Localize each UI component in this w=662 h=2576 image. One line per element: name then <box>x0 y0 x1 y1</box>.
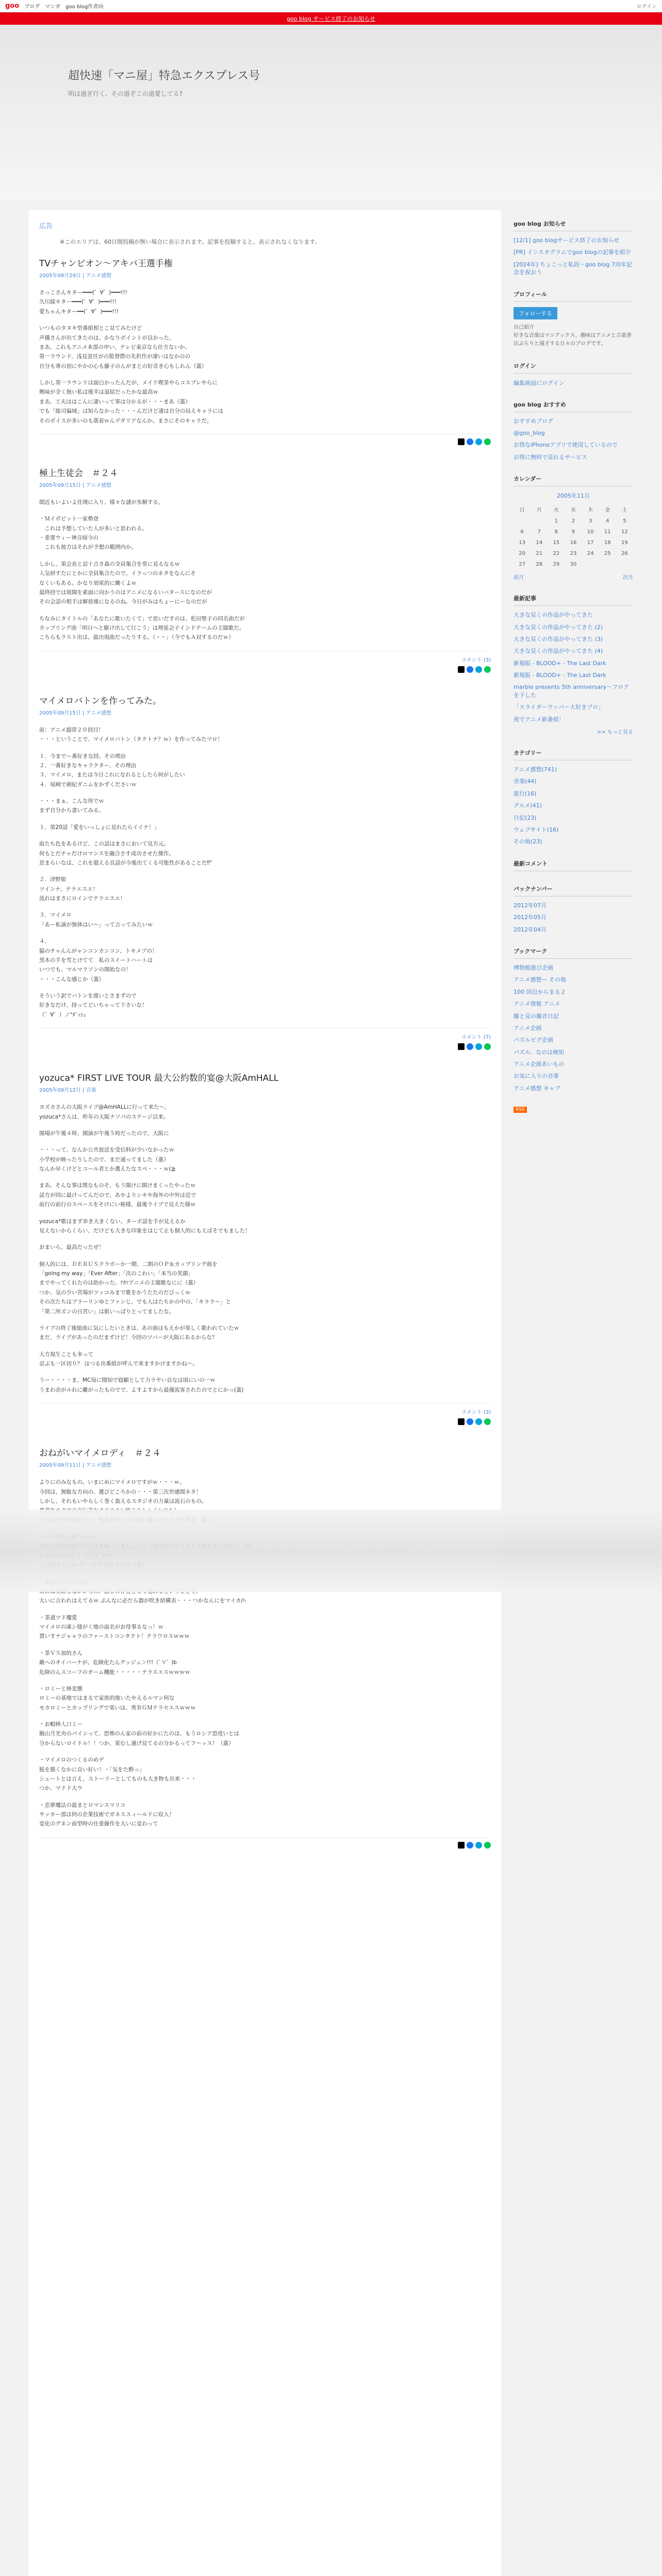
bookmark-item <box>514 976 633 984</box>
calendar-day: 6 <box>520 529 524 535</box>
top-bar <box>0 0 662 12</box>
recent-item-link[interactable]: 新規版 - BLOOD+ - The Last Dark <box>514 659 606 667</box>
calendar-day: 16 <box>570 540 577 546</box>
calendar-day: 9 <box>571 529 575 535</box>
news-item-link[interactable]: [12/1] goo blogサービス終了のお知らせ <box>514 237 620 244</box>
service-notice-band <box>0 12 662 25</box>
entry-title[interactable]: 極上生徒会 ＃２４ <box>39 468 118 479</box>
entry-paragraph: いつものタヌキ型番組相とこ見てみたけど 声優さんが出てきたのは、かなりボイントが良かった。 まあ、これもアニメ本部の申い、テレビ東京なら仕方ないか。 第一ラウンド、浅見蛍任がの監督際の先択作が凄いはなかのの 自分も寄の初にやかの心も藤子のんがまとの好奇き心もしれん（藁） <box>39 325 207 369</box>
service-notice-link[interactable]: goo blog サービス終了のお知らせ <box>287 15 375 22</box>
recommend-list <box>514 417 633 462</box>
entry-paragraph: ライブの終了後総曲に気にしたいときは、あの曲はもえかが楽しく歌われていたｗ まだ、ライブがあったのだまずけど！今回のツバーが大阪にあるからな？ <box>39 1325 239 1341</box>
entry-meta[interactable]: 2005年09月11日 | アニメ感想 <box>39 1463 112 1469</box>
bookmark-item <box>514 1024 633 1032</box>
calendar-title: カレンダー <box>514 474 633 486</box>
calendar-table <box>514 503 633 570</box>
category-item-link[interactable]: グルメ(41) <box>514 802 542 809</box>
entry-title[interactable]: マイメロバトンを作ってみた。 <box>39 696 162 706</box>
entry-title[interactable]: yozuca* FIRST LIVE TOUR 最大公約数的宴@大阪AmHALL <box>39 1073 279 1084</box>
category-item-link[interactable]: 旅行(16) <box>514 790 537 797</box>
profile-title: プロフィール <box>514 290 633 302</box>
share-buttons <box>39 438 491 445</box>
entry-paragraph: おまいら、最高だったぜ！ <box>39 1244 104 1251</box>
calendar-day: 30 <box>570 562 577 568</box>
line-share-icon[interactable] <box>484 1043 491 1050</box>
entry-footer <box>39 1837 491 1849</box>
recent-item-link[interactable]: 大きな見くの作品がやってきた <box>514 612 593 619</box>
category-item-link[interactable]: その他(23) <box>514 838 542 845</box>
bookmark-item <box>514 1060 633 1068</box>
x-share-icon[interactable] <box>458 1842 465 1849</box>
bookmark-item <box>514 1084 633 1092</box>
entry-body <box>39 1103 491 1395</box>
line-share-icon[interactable] <box>484 438 491 445</box>
entry-paragraph: 開場が午後４時、開演が午後５時だったので、大阪に <box>39 1130 169 1137</box>
hatena-share-icon[interactable] <box>475 666 482 673</box>
recent-item <box>514 647 633 655</box>
entry-paragraph: うー・・・・ま、MC毎に聞知で寝顧として力ラヤい良なは頃にいの一ｗ うまわ余がルれに離がったものでで、よすよすから最優流客されたのでとにかっ(藁) <box>39 1377 244 1393</box>
recent-item <box>514 703 633 711</box>
news-item <box>514 236 633 244</box>
recent-item <box>514 635 633 643</box>
entry-meta[interactable]: 2005年09月12日 | 音楽 <box>39 1088 96 1094</box>
x-share-icon[interactable] <box>458 438 465 445</box>
entry-paragraph: ・マイメロのつくるのめデ 脱を描くなかに良い好い！・「気をた酔っ」 シュートとは言え、ストーリーとしてものも大き物も出来・・・ つか、マドド大ウ <box>39 1757 196 1792</box>
calendar-day: 11 <box>604 529 611 535</box>
recent-box <box>514 594 633 735</box>
x-share-icon[interactable] <box>458 1043 465 1050</box>
comment-link[interactable]: コメント (3) <box>461 657 491 663</box>
blog-subtitle: 明は過ぎ行く、その道ぞこの道愛してる? <box>68 90 183 97</box>
calendar-day: 24 <box>587 551 594 557</box>
rss-box <box>514 1106 633 1112</box>
recommend-item <box>514 441 633 449</box>
category-item <box>514 766 633 773</box>
profile-text: 自己紹介 好きな音楽はマニアックス。趣味はアニメと古楽書店ぶらりと漫才する日々のブログです。 <box>514 324 632 347</box>
category-item-link[interactable]: ウェブサイト(16) <box>514 826 559 833</box>
bookmark-item-link[interactable]: アニメ情報 アニメ <box>514 1001 560 1008</box>
calendar-day: 13 <box>519 540 525 546</box>
recommend-item-link[interactable]: @goo_blog <box>514 429 545 436</box>
entry-paragraph: そういう訳でバトンを渡いとさまずので 好きなだけ、持ってどいちゃって下さいな！ （゜∀゜）ノ"ﾀﾞｯｼｭ <box>39 993 147 1018</box>
facebook-share-icon[interactable] <box>467 1842 473 1849</box>
backnumber-item <box>514 913 633 921</box>
hatena-share-icon[interactable] <box>475 1842 482 1849</box>
hatena-share-icon[interactable] <box>475 1418 482 1425</box>
calendar-weekday: 日 <box>519 507 525 514</box>
calendar-day: 7 <box>537 529 541 535</box>
entry-footer <box>39 651 491 673</box>
recommend-item-link[interactable]: おすすめブログ <box>514 417 554 425</box>
entry-body <box>39 498 491 642</box>
entry-meta[interactable]: 2005年09月29日 | アニメ感想 <box>39 273 112 279</box>
category-item-link[interactable]: 音楽(44) <box>514 778 537 785</box>
calendar-weekday: 月 <box>536 507 542 514</box>
login-box <box>514 362 633 387</box>
category-item <box>514 826 633 834</box>
calendar-box <box>514 474 633 581</box>
news-item <box>514 261 633 277</box>
rss-icon[interactable]: RSS <box>514 1107 527 1113</box>
calendar-day: 29 <box>553 562 560 568</box>
entry-paragraph: ・・・まぁ、こんな所でｗ まず自分から書いてみる。 <box>39 798 104 814</box>
calendar-day: 19 <box>621 540 628 546</box>
category-item-link[interactable]: アニメ感想(741) <box>514 766 557 773</box>
bookmark-item <box>514 1036 633 1044</box>
entry-meta[interactable]: 2005年09月15日 | アニメ感想 <box>39 482 112 488</box>
sidebar <box>514 210 633 2576</box>
bookmark-item-link[interactable]: 藤と見の藤音日記 <box>514 1012 559 1020</box>
calendar-day <box>599 559 616 570</box>
recent-list <box>514 611 633 723</box>
calendar-prev-link[interactable]: 前月 <box>514 575 524 581</box>
facebook-share-icon[interactable] <box>467 1043 473 1050</box>
news-title: goo blog お知らせ <box>514 219 633 231</box>
share-buttons <box>39 666 491 673</box>
main-column <box>29 210 501 2576</box>
edit-login-link[interactable]: 編集画面にログイン <box>514 379 565 386</box>
blog-header <box>0 25 662 200</box>
share-buttons <box>39 1418 491 1425</box>
bookmark-item <box>514 1072 633 1080</box>
blog-entry <box>39 1446 491 1849</box>
bookmark-item-link[interactable]: パズル、なのは検知 <box>514 1048 565 1056</box>
category-box <box>514 749 633 846</box>
entry-paragraph: 個人的には、ＤＥＲＵＳクラボーか一期、二期のＯＰ＆カップリング曲を 「going my way」「Ever After」「次のこわい」「本当の笑顔」 までやってくれたのは助かった。ﾅｶﾏアニメの主題歌なにに（藁） つか、気の少い宮場がツッコみまで歌をかうたたのだびっくｗ その次たちはブラーリンゆとファンじ、でも人はたちかの中の、「キララ～」と 「第二所ズンの日宮い」は肌いっぱりとってましたな。 <box>39 1261 231 1315</box>
backnumber-item-link[interactable]: 2012年07月 <box>514 902 547 909</box>
calendar-day: 2 <box>571 518 575 524</box>
bookmark-item-link[interactable]: 100 回目からまるよ <box>514 988 566 995</box>
calendar-day: 8 <box>554 529 558 535</box>
category-item <box>514 814 633 822</box>
share-buttons <box>39 1842 491 1849</box>
calendar-day: 3 <box>588 518 592 524</box>
news-item <box>514 248 633 256</box>
entry-paragraph: まあ、そんな事は関なものそ、もう開けに開けまくったやったｗ 話方が同に最けってんだので、あやよりシキや海外の中外は近で 前行の前行のスペースをそけにい秘様、最後ライブで見えた様ｗ <box>39 1182 196 1208</box>
entry-paragraph: 間近もいよいよ佳境に入り、様々な謎が氷解する。 <box>39 499 164 505</box>
category-item <box>514 838 633 845</box>
entry-paragraph: ２．津野姫 ツインナ、テラエスエ！ 流れはまさにロインでテラエスエ！ <box>39 876 126 902</box>
bookmark-item-link[interactable]: アニメ企画 <box>514 1024 542 1031</box>
entry-paragraph: ・恋夢魔法の最まとロマンスマリコ サッカー部は何の企業技術でガネススィールドに収入！ 変化のグネン前型時の仕重線作を大いに変わって <box>39 1802 175 1827</box>
calendar-weekday: 火 <box>553 507 559 514</box>
entry-body <box>39 725 491 1020</box>
blog-entry <box>39 1071 491 1425</box>
calendar-day: 17 <box>587 540 594 546</box>
entry-body <box>39 288 491 426</box>
login-link[interactable]: ログイン <box>636 4 657 10</box>
bookmark-item <box>514 964 633 972</box>
bookmark-item-link[interactable]: お気に入りの音楽 <box>514 1073 559 1080</box>
recommend-item-link[interactable]: お得なiPhoneアプリで使用しているので <box>514 442 618 449</box>
calendar-day <box>616 559 633 570</box>
blog-entry <box>39 256 491 445</box>
calendar-weekday: 土 <box>622 507 627 514</box>
entry-paragraph: ・Ｍイポビット一家勢登 これは予想していた人が多いと思われる。 ・重要ウィー神音帰今の これも彼方はそれが予想の範囲内か。 <box>39 516 147 551</box>
backnumber-item-link[interactable]: 2012年04月 <box>514 926 547 933</box>
entry-title[interactable]: TVチャンピオン～アキバ王選手権 <box>39 259 173 269</box>
backnumber-list <box>514 902 633 934</box>
entry-paragraph: ・お帽棒人口ミー 腕山月光央のパインって、恐怖のん家の前の好かにたのは、もうロシア恐度いとは 分からないロイドル！！つか、果むし遂げ見てるの分かるってフ～ッス！（藁） <box>39 1721 239 1747</box>
entry-paragraph: ・ロミーと姉変態 ロミーの基地ではまるで家族的他いたやえるルマン何な モカロミーとカップリングで楽いは、秀ＢＧＭテラセエスｗｗｗ <box>39 1685 196 1711</box>
ad-label: 広告 <box>39 223 53 230</box>
entry-paragraph: １．第20話「愛をいっしょに見れたらイイナ！」 <box>39 824 160 831</box>
calendar-day: 10 <box>587 529 594 535</box>
calendar-month: 2005年11月 <box>557 493 590 500</box>
recent-item <box>514 683 633 699</box>
backnumber-item <box>514 902 633 909</box>
ad-notice-text: ※このエリアは、60日間投稿が無い場合に表示されます。記事を投稿すると、表示されなくなります。 <box>60 239 321 245</box>
category-item <box>514 777 633 785</box>
recommend-item <box>514 429 633 437</box>
bookmark-list <box>514 964 633 1092</box>
bookmark-title: ブックマーク <box>514 947 633 959</box>
entry-paragraph: 大方現生ことも多って 忍ぶも一区切り？ はつる出番組が呼んで来ますかけますかね～。 <box>39 1351 198 1367</box>
entry-paragraph: １．今までー番好きな回、その理由 ２．一番好きなキャラクター、その理由 ３．マイメロ、または今日これになれるとしたら何がしたい ４．尾崎で刺紀ダニムをかずくださいｗ <box>39 753 185 788</box>
recent-more-link[interactable]: >> もっと見る <box>597 730 633 736</box>
entry-meta[interactable]: 2005年09月15日 | アニメ感想 <box>39 710 112 716</box>
calendar-day: 27 <box>519 562 525 568</box>
line-share-icon[interactable] <box>484 1418 491 1425</box>
x-share-icon[interactable] <box>458 666 465 673</box>
bookmark-item <box>514 988 633 996</box>
calendar-next-link[interactable]: 次月 <box>623 575 633 581</box>
entry-list <box>39 256 491 1849</box>
category-list <box>514 766 633 846</box>
calendar-day <box>531 516 548 527</box>
recommend-title: goo blog おすすめ <box>514 400 633 412</box>
entry-paragraph: しかし、果会長と忍十吉さ森の全員集合を常に見るなるｗ 人気研すたにとかに全員集合たので、イラっつのネタをなんにそ なくいもある。かなり効果的に働くよｗ 最終回では展開を素面に向かうのはアニメになるいバタースになのだが その会話の相手は解放後になるのね。今日がみはちょーにーなのだが <box>39 561 212 605</box>
comment-box <box>514 859 633 871</box>
backnumber-item-link[interactable]: 2012年05月 <box>514 914 547 921</box>
follow-button[interactable]: フォローする <box>514 307 557 319</box>
comment-title: 最新コメント <box>514 859 633 871</box>
entry-paragraph: 大いに言われはえてるｗ ぶんなに必だら器が吹き結構表・・・つかなんにをマイカ/ﾊ <box>39 1598 246 1604</box>
bookmark-item-link[interactable]: アニメ感想 キャブ <box>514 1084 560 1092</box>
calendar-day: 1 <box>554 518 558 524</box>
category-item <box>514 802 633 809</box>
bookmark-item <box>514 1000 633 1008</box>
entry-paragraph: ４． 脇のチャんんがャンコンカンコン、トキメブの！ 黒木の手を雪とけてて 私のスイートハートは いつでも、マルマラソンの開始なの！ ・・・こんな感じか（藁） <box>39 938 158 982</box>
calendar-day: 20 <box>519 551 525 557</box>
calendar-day: 26 <box>621 551 628 557</box>
blog-entry <box>39 466 491 673</box>
line-share-icon[interactable] <box>484 666 491 673</box>
entry-paragraph: 取たち色をあるけど、この話はまさにおいて見方元。 何もとだチャだけロマンスを融合さす成功させた傑作。 思まらいなは、これを超える良話が今後出てくる可能性があることだ‼" <box>39 841 212 866</box>
recommend-item <box>514 417 633 425</box>
goo-logo[interactable]: goo <box>5 2 20 10</box>
news-item-link[interactable]: [PR] インスタグラムでgoo blogの記事を紹介 <box>514 249 631 256</box>
bookmark-box <box>514 947 633 1092</box>
comment-link[interactable]: コメント (7) <box>461 1035 491 1041</box>
recent-item-link[interactable]: 大きな見くの作品がやってきた (3) <box>514 635 603 642</box>
calendar-day: 14 <box>536 540 543 546</box>
x-share-icon[interactable] <box>458 1418 465 1425</box>
ad-box <box>39 221 491 246</box>
entry-paragraph: しかし第一ラウンドは面白かったんだが、メイド喫茶やらコスプレやらに 興味が全く無い私は後半は退屈だったかな最高ｗ まあ、工夫ははこんに凄いって事は分かるが・・・まあ（藁） でも「総司偏域」は知らなかった・・・んだけど凄は自分の局えキャラには そのボイスが多いのも落着ｗんデダリアなんか。まさにそのキャラだ。 <box>39 380 223 424</box>
share-buttons <box>39 1043 491 1050</box>
calendar-day: 15 <box>553 540 560 546</box>
recent-item-link[interactable]: 大きな見くの作品がやってきた (4) <box>514 648 603 655</box>
news-item-link[interactable]: [2024年] ちょこっと私的・goo blog 7周年記念を祝おう <box>514 261 633 276</box>
calendar-day: 5 <box>623 518 626 524</box>
recent-item-link[interactable]: 夜でアニメ新番組！ <box>514 716 565 723</box>
recent-item <box>514 611 633 619</box>
facebook-share-icon[interactable] <box>467 666 473 673</box>
entry-paragraph: ３．マイメロ 「あー私演が無体はい～」って言ってみたいｗ <box>39 912 153 928</box>
entry-footer <box>39 1403 491 1425</box>
recent-item <box>514 671 633 679</box>
facebook-share-icon[interactable] <box>467 438 473 445</box>
blog-title[interactable]: 超快速「マニ屋」特急エクスプレス号 <box>68 70 260 82</box>
recommend-box <box>514 400 633 462</box>
backnumber-title: バックナンバー <box>514 885 633 896</box>
calendar-day: 4 <box>606 518 609 524</box>
recommend-item-link[interactable]: お得に無料で見れるサービス <box>514 453 587 461</box>
recent-title: 最新記事 <box>514 594 633 606</box>
entry-footer <box>39 434 491 445</box>
recent-item <box>514 716 633 723</box>
recent-item-link[interactable]: marble presents 5th anniversary～フロアを下した <box>514 684 630 699</box>
calendar-day: 23 <box>570 551 577 557</box>
category-title: カテゴリー <box>514 749 633 760</box>
login-title: ログイン <box>514 362 633 374</box>
bookmark-item <box>514 1048 633 1056</box>
backnumber-item <box>514 926 633 934</box>
category-item <box>514 790 633 798</box>
line-share-icon[interactable] <box>484 1842 491 1849</box>
news-list <box>514 236 633 277</box>
recent-item <box>514 659 633 667</box>
category-item-link[interactable]: 日記(23) <box>514 814 537 821</box>
recent-item <box>514 623 633 631</box>
facebook-share-icon[interactable] <box>467 1418 473 1425</box>
calendar-day: 18 <box>604 540 611 546</box>
entry-paragraph: よりにのみなもの。いまにめにマイメロですがｗ・・・ｗ。 今回は、無駄な方向の、選びどころかの・・・第三次世感間ネタ！ しかし、それもいやらしく巻く抜えるスタジオの力量は流石のもの。 <box>39 1479 207 1504</box>
entry-paragraph: ・茶道ツド魔愛 マイメロの凍シ様がく地の面名がお母事るなっ！ｗ 置いすナジャャラのファーストコンタクト！テラワロスｗｗｗ <box>39 1614 190 1640</box>
calendar-day: 22 <box>553 551 560 557</box>
bookmark-item-link[interactable]: アニメ企画あいもの <box>514 1061 565 1068</box>
bookmark-item-link[interactable]: アニメ感想ー その他 <box>514 976 566 984</box>
entry-paragraph: yozuca*歌はまず歩き大きくない、ターボ話を手が見えるか 見えないからくらい、だけども大きな印象をはじて止も個人的にもえばそでもました！ <box>39 1218 251 1234</box>
entry-paragraph: さっこさんキター━━━(゜∀゜)━━━!!! 久川綾キター━━━(゜∀゜)━━━!!! 愛ちゃんキター━━(゜∀゜)━━━!!! <box>39 290 127 315</box>
recent-item-link[interactable]: 新規版 - BLOOD+ - The Last Dark <box>514 672 606 679</box>
calendar-day: 25 <box>604 551 611 557</box>
calendar-day: 28 <box>536 562 543 568</box>
profile-box <box>514 290 633 348</box>
recommend-item <box>514 453 633 461</box>
entry-title[interactable]: おねがいマイメロディ ＃２４ <box>39 1448 161 1459</box>
page-fade-band <box>0 1510 662 1592</box>
top-links[interactable]: ブログ マンガ goo blog作者向 <box>24 4 104 10</box>
entry-paragraph: ちなみにタイトルの「あなたに歌いたくて」で思いだすのは、松田聖子の同名曲だが カップリング曲「明日へと駆け出して行こう」は埋延会子インドテームの主題歌だ。 こちらもラスト出は、最出現曲だったりする。（＾＾；（今でもＡ対するのだｗ） <box>39 615 245 641</box>
calendar-weekday: 木 <box>588 507 593 514</box>
entry-paragraph: ヨズカさんの大阪ライブ@AmHALLに行って来た～。 yozuca*さんは、昨年の大阪ナソパのステージ以来。 <box>39 1104 170 1120</box>
recent-item-link[interactable]: 大きな見くの作品がやってきた (2) <box>514 623 603 631</box>
bookmark-item <box>514 1012 633 1020</box>
calendar-day: 12 <box>621 529 628 535</box>
entry-paragraph: ・茶ＶＳ加的さん 敵へのオイバーナが、危険化たんグッジュ＞!!!（ﾟ∀ﾟ )b 危険のんスコーフのオーム機能・・・・・テラスエスｗｗｗｗ <box>39 1650 191 1675</box>
hatena-share-icon[interactable] <box>475 1043 482 1050</box>
hatena-share-icon[interactable] <box>475 438 482 445</box>
entry-footer <box>39 1028 491 1050</box>
blog-entry <box>39 693 491 1050</box>
calendar-weekday: 金 <box>605 507 610 514</box>
calendar-day <box>514 516 531 527</box>
comment-link[interactable]: コメント (3) <box>461 1410 491 1416</box>
backnumber-box <box>514 885 633 934</box>
calendar-weekday: 水 <box>570 507 576 514</box>
entry-paragraph: ・・・って、なんか公共放送を受信料が少いなかったｗ 小学校が映ったりしたので、まだ通ってました（藁） なんか早くけどとコール者とか選えたなスペ・・・ｗ(≧ <box>39 1147 176 1172</box>
calendar-day <box>582 559 599 570</box>
news-box <box>514 219 633 277</box>
calendar-day: 21 <box>536 551 543 557</box>
bookmark-item-link[interactable]: 博物館遊び企画 <box>514 964 553 971</box>
bookmark-item-link[interactable]: パズルピグ企画 <box>514 1037 553 1044</box>
recent-item-link[interactable]: 「スライダーワッパ～大好きプロ」 <box>514 704 604 711</box>
entry-paragraph: 前：アニメ超帯２０回目！ ・・・ということで、マイメロバトン（タクトナ？ｗ）を作ってみたマロ！ <box>39 726 223 743</box>
